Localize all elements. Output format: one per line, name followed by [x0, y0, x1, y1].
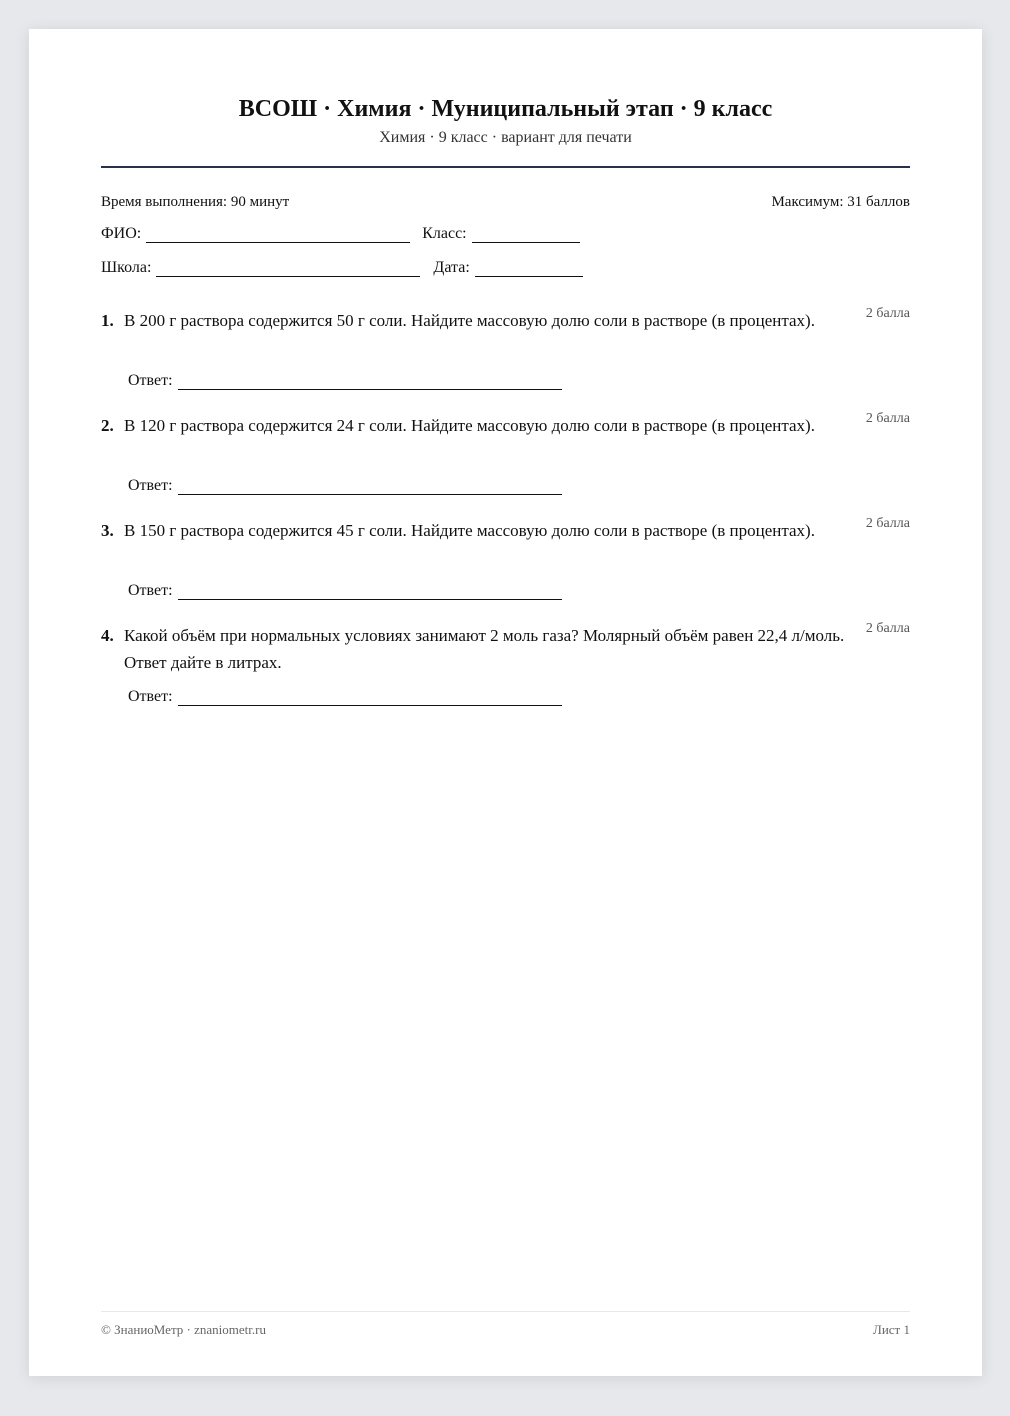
fio-class-row — [101, 225, 580, 243]
task-text: В 200 г раствора содержится 50 г соли. Найдите массовую долю соли в растворе (в процентах). — [124, 311, 815, 330]
task-text: Какой объём при нормальных условиях занимают 2 моль газа? Молярный объём равен 22,4 л/моль. Ответ дайте в литрах. — [124, 626, 845, 672]
footer-divider — [101, 1311, 910, 1312]
page-number: Лист 1 — [873, 1322, 910, 1337]
task-points: 2 балла — [865, 411, 910, 426]
school-field[interactable] — [156, 262, 420, 277]
fio-field[interactable] — [146, 228, 410, 243]
exam-sheet — [29, 29, 982, 1376]
class-field[interactable] — [472, 228, 580, 243]
answer-row — [128, 688, 562, 706]
class-label: Класс: — [422, 225, 467, 242]
answer-field[interactable] — [178, 691, 562, 706]
footer-copyright: © ЗнаниоМетр · znaniometr.ru — [101, 1322, 266, 1337]
answer-field[interactable] — [178, 585, 562, 600]
answer-field[interactable] — [178, 480, 562, 495]
answer-row — [128, 582, 562, 600]
page-subtitle: Химия · 9 класс · вариант для печати — [379, 129, 632, 146]
answer-label: Ответ: — [128, 688, 173, 705]
task-number: 2. — [101, 416, 114, 435]
fio-label: ФИО: — [101, 225, 142, 242]
task-number: 4. — [101, 626, 114, 645]
time-limit: Время выполнения: 90 минут — [101, 194, 290, 210]
school-label: Школа: — [101, 259, 152, 276]
task-number: 3. — [101, 521, 114, 540]
header-divider — [101, 166, 910, 168]
answer-label: Ответ: — [128, 477, 173, 494]
meta-row — [101, 193, 910, 211]
task-text: В 150 г раствора содержится 45 г соли. Найдите массовую долю соли в растворе (в процентах). — [124, 521, 815, 540]
max-score: Максимум: 31 баллов — [771, 194, 910, 210]
date-field[interactable] — [475, 262, 583, 277]
school-date-row — [101, 259, 583, 277]
page-title: ВСОШ · Химия · Муниципальный этап · 9 класс — [238, 96, 773, 122]
answer-label: Ответ: — [128, 582, 173, 599]
date-label: Дата: — [433, 259, 470, 276]
task-number: 1. — [101, 311, 114, 330]
task-points: 2 балла — [865, 516, 910, 531]
answer-field[interactable] — [178, 375, 562, 390]
answer-row — [128, 372, 562, 390]
task-points: 2 балла — [865, 306, 910, 321]
answer-row — [128, 477, 562, 495]
task-points: 2 балла — [865, 621, 910, 636]
answer-label: Ответ: — [128, 372, 173, 389]
sheet-header — [101, 93, 910, 148]
task-text: В 120 г раствора содержится 24 г соли. Найдите массовую долю соли в растворе (в процентах). — [124, 416, 815, 435]
sheet-footer — [101, 1322, 910, 1338]
